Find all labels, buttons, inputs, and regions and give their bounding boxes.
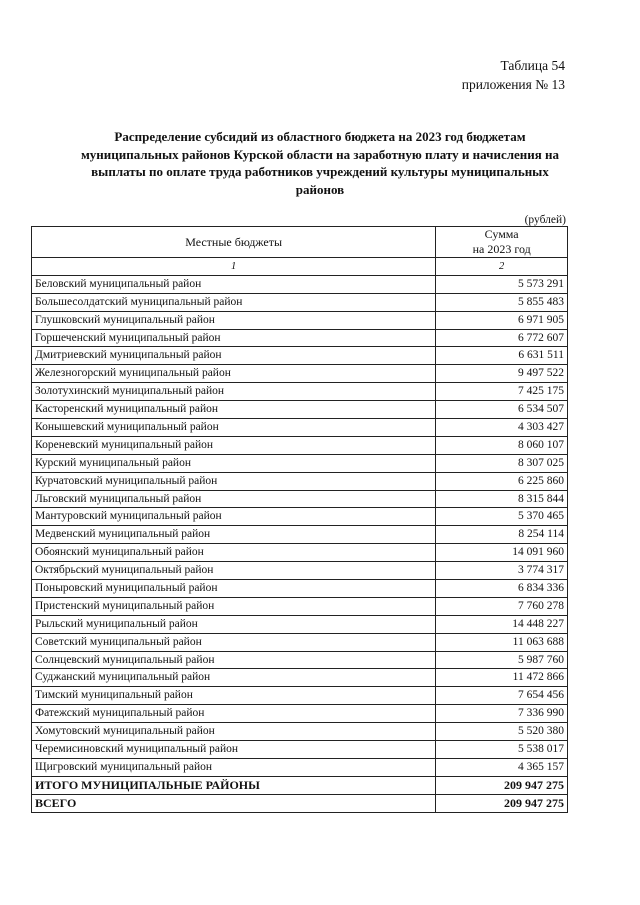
- title-line: Распределение субсидий из областного бюджета на 2023 год бюджетам: [114, 129, 526, 144]
- district-amount: 6 971 905: [436, 311, 568, 329]
- district-amount: 7 425 175: [436, 383, 568, 401]
- district-name: Рыльский муниципальный район: [32, 615, 436, 633]
- column-header-budgets: Местные бюджеты: [32, 227, 436, 258]
- table-body: [32, 275, 568, 812]
- district-amount: 6 772 607: [436, 329, 568, 347]
- district-amount: 4 303 427: [436, 419, 568, 437]
- table-row: [32, 472, 568, 490]
- district-name: Фатежский муниципальный район: [32, 705, 436, 723]
- column-number-row: [32, 258, 568, 276]
- total-row: [32, 776, 568, 794]
- district-amount: 11 063 688: [436, 633, 568, 651]
- district-name: Пристенский муниципальный район: [32, 597, 436, 615]
- table-reference: [462, 56, 565, 94]
- table-row: [32, 329, 568, 347]
- district-amount: 5 520 380: [436, 723, 568, 741]
- district-name: Хомутовский муниципальный район: [32, 723, 436, 741]
- title-line: муниципальных районов Курской области на заработную плату и начисления на: [80, 146, 560, 162]
- table-row: [32, 383, 568, 401]
- table-row: [32, 705, 568, 723]
- title-line: районов: [295, 181, 345, 197]
- total-label: ИТОГО МУНИЦИПАЛЬНЫЕ РАЙОНЫ: [32, 776, 436, 794]
- table-row: [32, 562, 568, 580]
- district-amount: 5 855 483: [436, 293, 568, 311]
- district-name: Беловский муниципальный район: [32, 275, 436, 293]
- table-row: [32, 508, 568, 526]
- district-name: Обоянский муниципальный район: [32, 544, 436, 562]
- table-header-row: [32, 227, 568, 258]
- district-name: Курский муниципальный район: [32, 454, 436, 472]
- table-row: [32, 436, 568, 454]
- total-amount: 209 947 275: [436, 794, 568, 812]
- total-row: [32, 794, 568, 812]
- district-amount: 5 538 017: [436, 741, 568, 759]
- table-row: [32, 311, 568, 329]
- district-amount: 7 336 990: [436, 705, 568, 723]
- appendix-label: приложения № 13: [461, 77, 565, 92]
- district-name: Горшеченский муниципальный район: [32, 329, 436, 347]
- document-title: [40, 128, 600, 198]
- district-amount: 3 774 317: [436, 562, 568, 580]
- district-name: Советский муниципальный район: [32, 633, 436, 651]
- district-amount: 14 091 960: [436, 544, 568, 562]
- district-amount: 8 254 114: [436, 526, 568, 544]
- district-name: Тимский муниципальный район: [32, 687, 436, 705]
- column-number-2: 2: [436, 258, 568, 276]
- district-amount: 8 060 107: [436, 436, 568, 454]
- table-row: [32, 454, 568, 472]
- district-amount: 5 987 760: [436, 651, 568, 669]
- district-amount: 8 307 025: [436, 454, 568, 472]
- table-row: [32, 490, 568, 508]
- district-name: Мантуровский муниципальный район: [32, 508, 436, 526]
- district-amount: 6 534 507: [436, 401, 568, 419]
- table-row: [32, 633, 568, 651]
- column-header-amount: [436, 227, 568, 258]
- table-row: [32, 526, 568, 544]
- district-amount: 5 573 291: [436, 275, 568, 293]
- table-row: [32, 580, 568, 598]
- district-name: Щигровский муниципальный район: [32, 758, 436, 776]
- total-label: ВСЕГО: [32, 794, 436, 812]
- district-name: Железногорский муниципальный район: [32, 365, 436, 383]
- district-name: Медвенский муниципальный район: [32, 526, 436, 544]
- column-header-amount-line1: Сумма: [484, 227, 519, 241]
- district-name: Черемисиновский муниципальный район: [32, 741, 436, 759]
- table-row: [32, 275, 568, 293]
- table-row: [32, 347, 568, 365]
- budget-table: [31, 226, 568, 813]
- district-amount: 4 365 157: [436, 758, 568, 776]
- table-row: [32, 741, 568, 759]
- district-name: Октябрьский муниципальный район: [32, 562, 436, 580]
- district-amount: 5 370 465: [436, 508, 568, 526]
- district-name: Большесолдатский муниципальный район: [32, 293, 436, 311]
- title-line: выплаты по оплате труда работников учреждений культуры муниципальных: [91, 164, 549, 179]
- table-row: [32, 365, 568, 383]
- table-row: [32, 615, 568, 633]
- district-amount: 8 315 844: [436, 490, 568, 508]
- district-name: Поныровский муниципальный район: [32, 580, 436, 598]
- district-name: Касторенский муниципальный район: [32, 401, 436, 419]
- table-row: [32, 669, 568, 687]
- table-row: [32, 651, 568, 669]
- table-row: [32, 597, 568, 615]
- units-label: (рублей): [524, 214, 566, 226]
- district-amount: 7 654 456: [436, 687, 568, 705]
- district-amount: 6 834 336: [436, 580, 568, 598]
- table-number-label: Таблица 54: [500, 58, 565, 73]
- table-row: [32, 293, 568, 311]
- district-name: Курчатовский муниципальный район: [32, 472, 436, 490]
- district-name: Глушковский муниципальный район: [32, 311, 436, 329]
- column-number-1: 1: [32, 258, 436, 276]
- district-amount: 6 631 511: [436, 347, 568, 365]
- district-name: Конышевский муниципальный район: [32, 419, 436, 437]
- column-header-amount-line2: на 2023 год: [472, 242, 531, 256]
- district-amount: 11 472 866: [436, 669, 568, 687]
- district-amount: 6 225 860: [436, 472, 568, 490]
- district-amount: 9 497 522: [436, 365, 568, 383]
- total-amount: 209 947 275: [436, 776, 568, 794]
- district-name: Кореневский муниципальный район: [32, 436, 436, 454]
- table-row: [32, 723, 568, 741]
- district-name: Золотухинский муниципальный район: [32, 383, 436, 401]
- district-amount: 7 760 278: [436, 597, 568, 615]
- table-row: [32, 544, 568, 562]
- table-row: [32, 758, 568, 776]
- district-name: Суджанский муниципальный район: [32, 669, 436, 687]
- table-row: [32, 419, 568, 437]
- table-row: [32, 687, 568, 705]
- table-row: [32, 401, 568, 419]
- district-name: Дмитриевский муниципальный район: [32, 347, 436, 365]
- district-amount: 14 448 227: [436, 615, 568, 633]
- district-name: Солнцевский муниципальный район: [32, 651, 436, 669]
- district-name: Льговский муниципальный район: [32, 490, 436, 508]
